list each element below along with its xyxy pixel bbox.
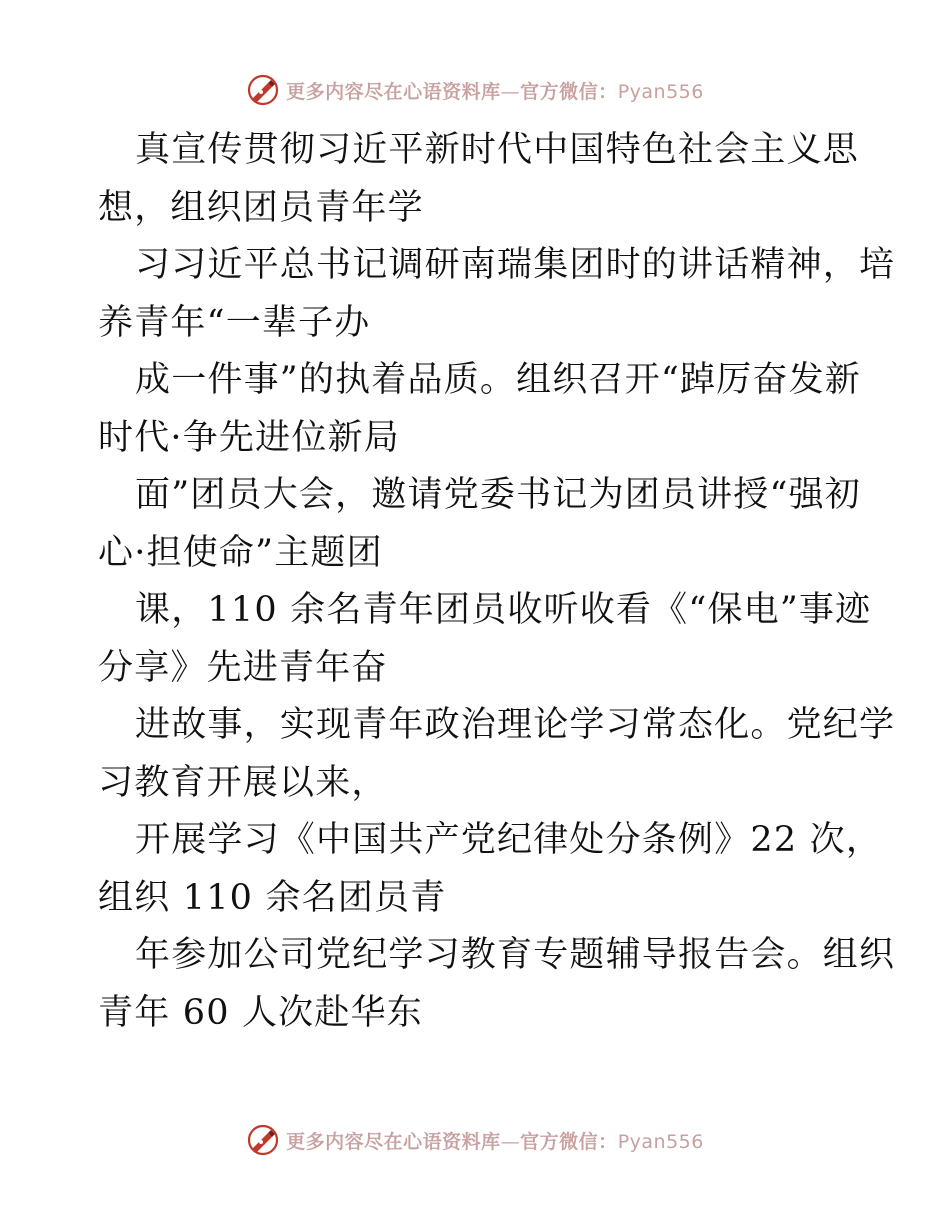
watermark-wechat-handle: Pyan556	[617, 1130, 704, 1153]
body-line: 想，组织团员青年学	[98, 187, 424, 228]
watermark-site-text: 更多内容尽在心语资料库	[286, 80, 501, 103]
body-line: 成一件事”的执着品质。组织召开“踔厉奋发新	[135, 360, 861, 400]
pen-logo-icon	[246, 1123, 280, 1157]
watermark-wechat-handle: Pyan556	[617, 80, 704, 103]
watermark-text	[286, 77, 704, 104]
body-line: 课，110 余名青年团员收听收看《“保电”事迹	[135, 590, 872, 630]
body-line: 习习近平总书记调研南瑞集团时的讲话精神，培	[135, 245, 896, 285]
document-body	[98, 122, 896, 1042]
header-watermark	[0, 70, 950, 110]
body-line: 时代·争先进位新局	[98, 417, 400, 458]
watermark-text	[286, 1127, 704, 1154]
footer-watermark	[0, 1120, 950, 1160]
watermark-dash: —	[500, 1130, 521, 1153]
pen-logo-icon	[246, 73, 280, 107]
body-line: 组织 110 余名团员青	[98, 877, 447, 918]
body-line: 进故事，实现青年政治理论学习常态化。党纪学	[135, 705, 896, 745]
body-line: 养青年“一辈子办	[98, 302, 371, 343]
body-line: 开展学习《中国共产党纪律处分条例》22 次，	[135, 820, 883, 860]
body-line: 面”团员大会，邀请党委书记为团员讲授“强初	[135, 475, 861, 515]
body-line: 年参加公司党纪学习教育专题辅导报告会。组织	[135, 935, 896, 975]
watermark-wechat-label: 官方微信：	[520, 1130, 618, 1153]
body-line: 习教育开展以来，	[98, 762, 388, 803]
body-line: 心·担使命”主题团	[98, 532, 383, 573]
body-line: 青年 60 人次赴华东	[98, 992, 423, 1033]
watermark-site-text: 更多内容尽在心语资料库	[286, 1130, 501, 1153]
watermark-wechat-label: 官方微信：	[520, 80, 618, 103]
body-line: 真宣传贯彻习近平新时代中国特色社会主义思	[135, 130, 860, 170]
watermark-dash: —	[500, 80, 521, 103]
body-line: 分享》先进青年奋	[98, 647, 388, 688]
